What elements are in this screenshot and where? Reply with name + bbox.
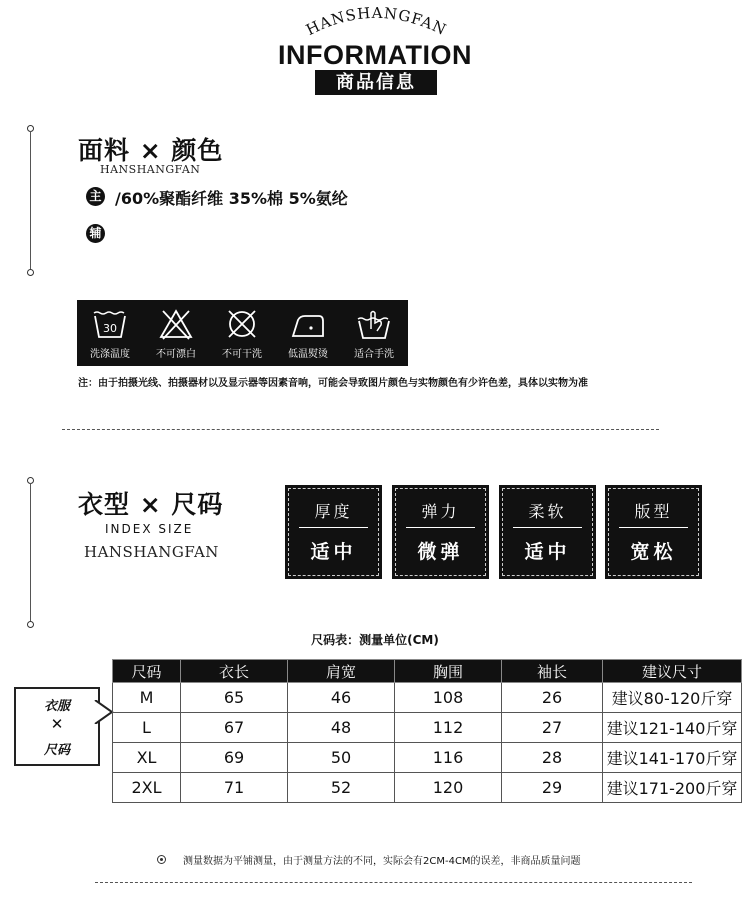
- attr-label: 厚度: [314, 502, 353, 521]
- table-cell: 50: [288, 743, 395, 773]
- wash-temp: 30: [103, 322, 117, 335]
- clothes-size-label: 衣服 ✕ 尺码: [14, 687, 100, 766]
- care-item-bleach: [143, 300, 209, 366]
- wash-30-icon: [91, 307, 129, 341]
- measurement-footnote: 测量数据为平铺测量，由于测量方法的不同，实际会有2CM-4CM的误差，非商品质量问题: [183, 856, 581, 867]
- size-table: [112, 659, 742, 803]
- table-cell: 29: [502, 773, 603, 803]
- table-cell: 26: [502, 683, 603, 713]
- table-row: [113, 743, 742, 773]
- table-cell: 67: [181, 713, 288, 743]
- attr-softness: [499, 485, 596, 579]
- attr-label: 弹力: [421, 502, 460, 521]
- table-cell: 建议141-170斤穿: [603, 743, 742, 773]
- care-label: 洗涤温度: [90, 349, 130, 360]
- table-row: [113, 773, 742, 803]
- care-label: 低温熨烫: [288, 349, 328, 360]
- table-header-cell: 衣长: [181, 660, 288, 683]
- side-label-pointer: [94, 700, 114, 724]
- table-cell: M: [113, 683, 181, 713]
- attr-value: 适中: [524, 541, 571, 563]
- attr-label: 版型: [634, 502, 673, 521]
- care-instructions-bar: [77, 300, 408, 366]
- attr-value: 微弹: [417, 541, 464, 563]
- care-item-iron: [275, 300, 341, 366]
- table-header-cell: 胸围: [395, 660, 502, 683]
- table-row: [113, 683, 742, 713]
- table-cell: 46: [288, 683, 395, 713]
- table-header-row: [113, 660, 742, 683]
- no-dry-clean-icon: [223, 307, 261, 341]
- table-cell: 120: [395, 773, 502, 803]
- table-cell: 建议171-200斤穿: [603, 773, 742, 803]
- attr-label: 柔软: [528, 502, 567, 521]
- care-label: 适合手洗: [354, 349, 394, 360]
- attr-value: 适中: [310, 541, 357, 563]
- no-bleach-icon: [157, 307, 195, 341]
- marker-dot: [27, 269, 34, 276]
- main-fabric-badge: 主: [86, 187, 105, 206]
- size-chart-caption: 尺码表：测量单位(CM): [311, 633, 439, 647]
- table-cell: XL: [113, 743, 181, 773]
- care-label: 不可干洗: [222, 349, 262, 360]
- attr-thickness: [285, 485, 382, 579]
- table-header-cell: 建议尺寸: [603, 660, 742, 683]
- table-cell: 28: [502, 743, 603, 773]
- marker-dot: [27, 621, 34, 628]
- table-cell: 27: [502, 713, 603, 743]
- table-cell: 48: [288, 713, 395, 743]
- table-header-cell: 尺码: [113, 660, 181, 683]
- color-disclaimer: 注：由于拍摄光线、拍摄器材以及显示器等因素音响，可能会导致图片颜色与实物颜色有少许色差，具体以实物为准: [78, 378, 588, 389]
- care-item-wash: [77, 300, 143, 366]
- fabric-brand: HANSHANGFAN: [100, 163, 201, 176]
- page-title: INFORMATION: [278, 40, 472, 70]
- fabric-title: 面料 × 颜色: [78, 136, 224, 165]
- table-cell: 108: [395, 683, 502, 713]
- table-cell: 69: [181, 743, 288, 773]
- table-cell: 116: [395, 743, 502, 773]
- divider: [62, 429, 659, 430]
- table-row: [113, 713, 742, 743]
- table-cell: 71: [181, 773, 288, 803]
- table-cell: 112: [395, 713, 502, 743]
- header-brand: HANSHANGFAN: [303, 3, 450, 40]
- table-cell: 2XL: [113, 773, 181, 803]
- table-cell: 52: [288, 773, 395, 803]
- care-item-handwash: [341, 300, 407, 366]
- attr-elasticity: [392, 485, 489, 579]
- table-cell: L: [113, 713, 181, 743]
- care-label: 不可漂白: [156, 349, 196, 360]
- attr-value: 宽松: [630, 541, 677, 563]
- hand-wash-icon: [355, 307, 393, 341]
- main-fabric-text: /60%聚酯纤维 35%棉 5%氨纶: [115, 189, 348, 208]
- attr-fit: [605, 485, 702, 579]
- table-cell: 建议121-140斤穿: [603, 713, 742, 743]
- svg-text:HANSHANGFAN: [303, 4, 450, 39]
- size-title: 衣型 × 尺码: [78, 490, 224, 519]
- table-cell: 建议80-120斤穿: [603, 683, 742, 713]
- table-header-cell: 袖长: [502, 660, 603, 683]
- aux-fabric-badge: 辅: [86, 224, 105, 243]
- table-cell: 65: [181, 683, 288, 713]
- care-item-dryclean: [209, 300, 275, 366]
- size-brand: HANSHANGFAN: [84, 543, 219, 561]
- low-iron-icon: [289, 307, 327, 341]
- table-header-cell: 肩宽: [288, 660, 395, 683]
- divider: [95, 882, 692, 883]
- marker-line: [30, 131, 31, 269]
- index-size-label: INDEX SIZE: [105, 522, 194, 536]
- marker-line: [30, 483, 31, 621]
- page-subtitle: 商品信息: [315, 70, 437, 95]
- bullet-target-icon: [157, 855, 166, 864]
